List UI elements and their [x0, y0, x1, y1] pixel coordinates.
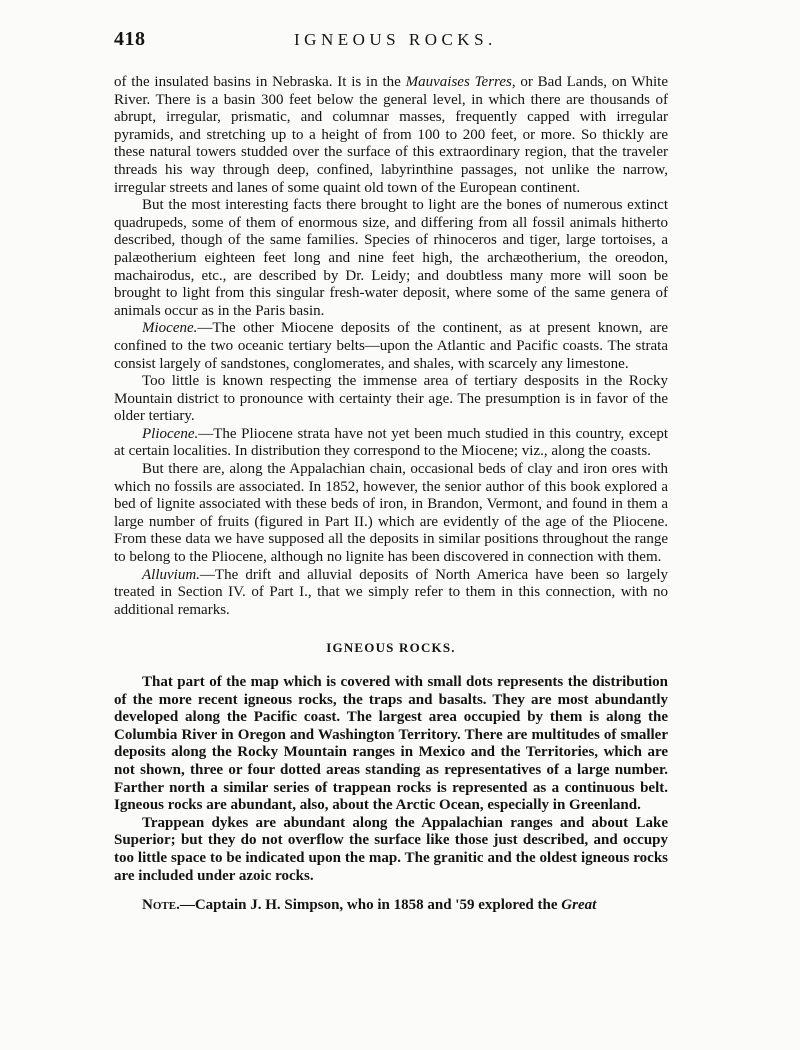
run-in-heading: Miocene.: [142, 320, 198, 337]
note-text: —Captain J. H. Simpson, who in 1858 and '59 explored the: [179, 897, 562, 914]
paragraph-igneous-distribution: That part of the map which is covered with small dots represents the distribution of the more recent igneous rocks, the traps and basalts. They are most abundantly developed along the Pacific coast. The largest area occupied by them is along the Columbia River in Oregon and Washington Territory. There are multitudes of smaller deposits along the Rocky Mountain ranges in Mexico and the Territories, which are not shown, three or four dotted areas standing as representatives of a large number. Farther north a similar series of trappean rocks is represented as a continuous belt. Igneous rocks are abundant, also, about the Arctic Ocean, especially in Greenland.: [114, 674, 668, 814]
paragraph-text: —The drift and alluvial deposits of North America have been so largely treated in Section IV. of Part I., that we simply refer to them in this connection, with no additional remarks.: [114, 566, 668, 618]
paragraph-miocene: [114, 320, 668, 373]
run-in-heading: Alluvium.: [142, 566, 200, 583]
paragraph-bad-lands: [114, 74, 668, 197]
page-header: [114, 28, 674, 52]
note-label: Note.: [142, 897, 180, 914]
run-in-heading: Pliocene.: [142, 425, 199, 442]
paragraph-note: [114, 897, 668, 915]
running-head: IGNEOUS ROCKS.: [294, 30, 497, 49]
paragraph-tertiary: Too little is known respecting the immense area of tertiary desposits in the Rocky Mountain district to pronounce with certainty their age. The presumption is in favor of the older tertiary.: [114, 373, 668, 425]
italic-term: Mauvaises Terres,: [405, 74, 516, 90]
paragraph-text: or Bad Lands, on White River. There is a basin 300 feet below the general level, in which there are thousands of abrupt, irregular, prismatic, and columnar masses, frequently capped with irregular pyramids, and stretching up to a height of from 100 to 200 feet, or more. So thickly are these natural towers studded over the surface of this extraordinary region, that the traveler threads his way through deep, confined, labyrinthine passages, not unlike the narrow, irregular streets and lanes of some quaint old town of the European continent.: [114, 74, 668, 196]
section-title: IGNEOUS ROCKS.: [326, 640, 456, 656]
paragraph-fossils: But the most interesting facts there brought to light are the bones of numerous extinct quadrupeds, some of them of enormous size, and differing from all fossil animals hitherto described, though of the same families. Species of rhinoceros and tiger, large tortoises, a palæotherium eighteen feet long and nine feet high, the archæotherium, the oreodon, machairodus, etc., are described by Dr. Leidy; and doubtless many more will soon be brought to light from this singular fresh-water deposit, where some of the same genera of animals occur as in the Paris basin.: [114, 197, 668, 319]
body-text: [114, 74, 668, 915]
paragraph-text: —The Pliocene strata have not yet been much studied in this country, except at certain localities. In distribution they correspond to the Miocene; viz., along the coasts.: [114, 425, 668, 460]
paragraph-alluvium: [114, 567, 668, 620]
paragraph-appalachian: But there are, along the Appalachian chain, occasional beds of clay and iron ores with which no fossils are associated. In 1852, however, the senior author of this book explored a bed of lignite associated with these beds of iron, in Brandon, Vermont, and found in them a large number of fruits (figured in Part II.) which are evidently of the age of the Pliocene. From these data we have supposed all the deposits in similar positions throughout the range to belong to the Pliocene, although no lignite has been discovered in connection with them.: [114, 461, 668, 566]
paragraph-text: —The other Miocene deposits of the continent, as at present known, are confined to the two oceanic tertiary belts—upon the Atlantic and Pacific coasts. The strata consist largely of sandstones, conglomerates, and shales, with scarcely any limestone.: [114, 320, 668, 372]
paragraph-trappean-dykes: Trappean dykes are abundant along the Appalachian ranges and about Lake Superior; but they do not overflow the surface like those just described, and occupy too little space to be indicated upon the map. The granitic and the oldest igneous rocks are included under azoic rocks.: [114, 814, 668, 884]
page-number: 418: [114, 28, 146, 50]
italic-term: Great: [561, 897, 597, 914]
paragraph-text: of the insulated basins in Nebraska. It is in the: [114, 74, 406, 90]
paragraph-pliocene: [114, 426, 668, 461]
